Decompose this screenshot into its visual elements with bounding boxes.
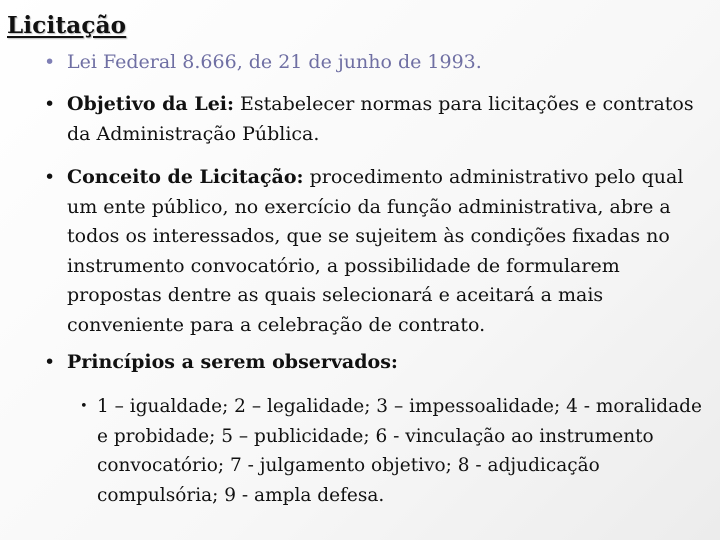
- bullet-item-label: Princípios a serem observados:: [67, 351, 398, 373]
- bullet-item-body: Estabelecer normas para licitações e contratos da Administração Pública.: [67, 93, 694, 145]
- bullet-dot-icon: •: [44, 351, 56, 373]
- bullet-item-body: Lei Federal 8.666, de 21 de junho de 1993.: [67, 51, 482, 73]
- bullet-item-law: [44, 48, 709, 78]
- bullet-item-text: [67, 90, 709, 149]
- bullet-item-label: Conceito de Licitação:: [67, 166, 304, 188]
- sub-bullet-text: 1 – igualdade; 2 – legalidade; 3 – impessoalidade; 4 - moralidade e probidade; 5 – publicidade; 6 - vinculação ao instrumento convocatório; 7 - julgamento objetivo; 8 - adjudicação compulsória; 9 - ampla defesa.: [97, 396, 702, 506]
- bullet-item-text: [67, 48, 709, 78]
- bullet-item-principles: [44, 348, 709, 378]
- bullet-item-body: procedimento administrativo pelo qual um ente público, no exercício da função administrativa, abre a todos os interessados, que se sujeitem às condições fixadas no instrumento convocatório, a possibilidade de formularem propostas dentre as quais selecionará e aceitará a mais conveniente para a celebração de contrato.: [67, 166, 684, 336]
- bullet-item-objective: [44, 90, 709, 149]
- bullet-dot-icon: •: [44, 51, 56, 73]
- slide-title: Licitação: [7, 12, 127, 39]
- sub-bullet-principles-list: [80, 392, 710, 510]
- bullet-dot-icon: •: [80, 399, 88, 414]
- bullet-item-text: [67, 348, 709, 378]
- bullet-dot-icon: •: [44, 166, 56, 188]
- bullet-dot-icon: •: [44, 93, 56, 115]
- bullet-item-label: Objetivo da Lei:: [67, 93, 235, 115]
- bullet-item-text: [67, 163, 709, 340]
- bullet-item-concept: [44, 163, 709, 340]
